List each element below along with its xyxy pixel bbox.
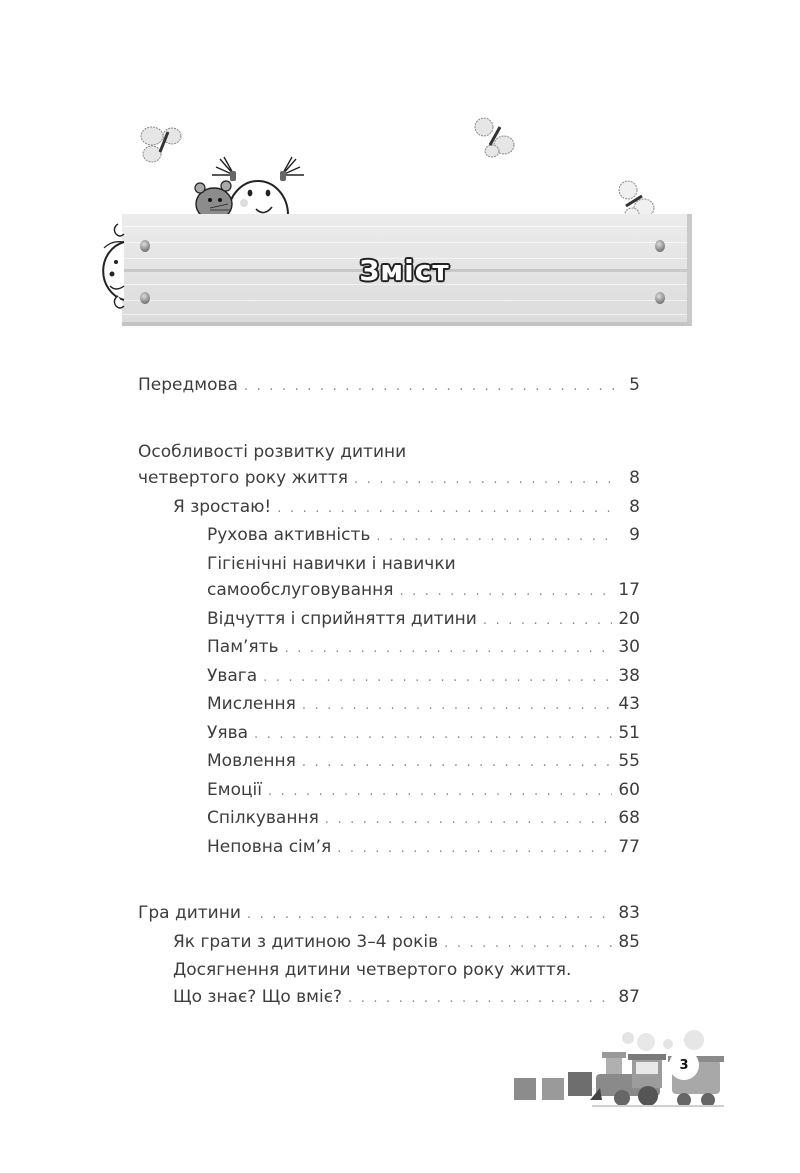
dot-leader [348,986,612,1013]
hamster-illustration [190,180,240,216]
toc-entry[interactable] [138,634,640,663]
toc-entry[interactable] [138,606,640,635]
toc-entry-label: Відчуття і сприйняття дитини [207,608,477,629]
toc-entry-page: 87 [618,986,640,1007]
toc-entry-page: 68 [618,808,640,828]
toc-entry[interactable] [138,957,640,984]
toc-entry[interactable] [138,663,640,692]
toc-entry-page: 38 [618,665,640,686]
dot-leader [244,374,616,401]
nail-icon [140,240,150,252]
toc-entry[interactable] [138,372,640,401]
toc-entry-label: Гігієнічні навички і навички [207,553,456,574]
toc-entry[interactable] [138,777,640,806]
toc-entry-label: Рухова активність [207,525,371,545]
butterfly-icon [138,122,184,166]
toc-entry[interactable] [138,494,640,523]
toc-entry-label: Досягнення дитини четвертого року життя. [173,960,572,980]
nail-icon [655,240,665,252]
toc-entry[interactable] [138,551,640,578]
toc-entry-label: Неповна сім’я [207,836,332,857]
toc-entry-label: Що знає? Що вміє? [173,986,343,1007]
dot-leader [325,807,613,834]
toy-block-icon [568,1072,592,1096]
toc-entry[interactable] [138,984,640,1013]
toc-entry[interactable] [138,691,640,720]
dot-leader [337,836,612,863]
header-banner [0,0,800,340]
toc-entry-label: Пам’ять [207,637,279,657]
toc-entry-page: 77 [618,836,640,857]
dot-leader [302,750,612,777]
toc-entry-label: Спілкування [207,808,319,828]
dot-leader [483,608,613,635]
dot-leader [263,665,612,692]
dot-leader [376,524,616,551]
toc-entry-page: 60 [618,779,640,800]
toc-entry-label: Особливості розвитку дитини [138,441,407,462]
toc-entry[interactable] [138,748,640,777]
dot-leader [277,496,616,523]
toc-entry[interactable] [138,439,640,466]
toc-entry-page: 85 [618,931,640,952]
table-of-contents [138,372,640,1012]
toc-entry-label: Як грати з дитиною 3–4 років [173,931,439,952]
toc-entry-label: Передмова [138,375,238,395]
toc-entry-label: самообслуговування [207,580,394,600]
toc-entry[interactable] [138,834,640,863]
toy-block-icon [542,1078,564,1100]
toc-entry-page: 20 [618,608,640,629]
dot-leader [354,467,616,494]
toc-entry-label: Гра дитини [138,903,241,923]
dot-leader [254,722,612,749]
toc-entry-page: 43 [618,694,640,714]
toc-entry[interactable] [138,929,640,958]
toc-entry-page: 83 [618,903,640,923]
dot-leader [247,902,612,929]
toc-entry[interactable] [138,577,640,606]
toc-entry-label: Емоції [207,779,262,800]
toc-entry-page: 5 [629,375,640,395]
toc-entry-label: Уява [207,722,249,743]
toc-entry-label: четвертого року життя [138,468,349,488]
dot-leader [285,636,613,663]
toc-entry-page: 8 [629,468,640,488]
toc-entry-page: 51 [618,722,640,743]
title-board [122,214,692,326]
boy-peeking-illustration [82,222,126,312]
dot-leader [302,693,613,720]
toc-entry-label: Я зростаю! [173,496,272,517]
toc-entry-label: Мовлення [207,751,296,771]
toc-entry[interactable] [138,720,640,749]
nail-icon [140,292,150,304]
toc-entry-label: Мислення [207,694,296,714]
dot-leader [399,579,612,606]
dot-leader [268,779,612,806]
toc-entry-page: 55 [618,751,640,771]
toc-entry-page: 17 [618,580,640,600]
toc-entry-label: Увага [207,665,258,686]
page-title: Зміст [359,254,450,287]
toc-entry[interactable] [138,522,640,551]
toy-block-icon [514,1078,536,1100]
butterfly-icon [470,115,516,159]
dot-leader [444,931,612,958]
toc-entry-page: 8 [629,496,640,517]
toc-entry-page: 30 [618,637,640,657]
toc-entry[interactable] [138,465,640,494]
toc-entry[interactable] [138,900,640,929]
toc-entry-page: 9 [629,525,640,545]
nail-icon [655,292,665,304]
page-number: 3 [669,1050,699,1080]
toc-entry[interactable] [138,805,640,834]
